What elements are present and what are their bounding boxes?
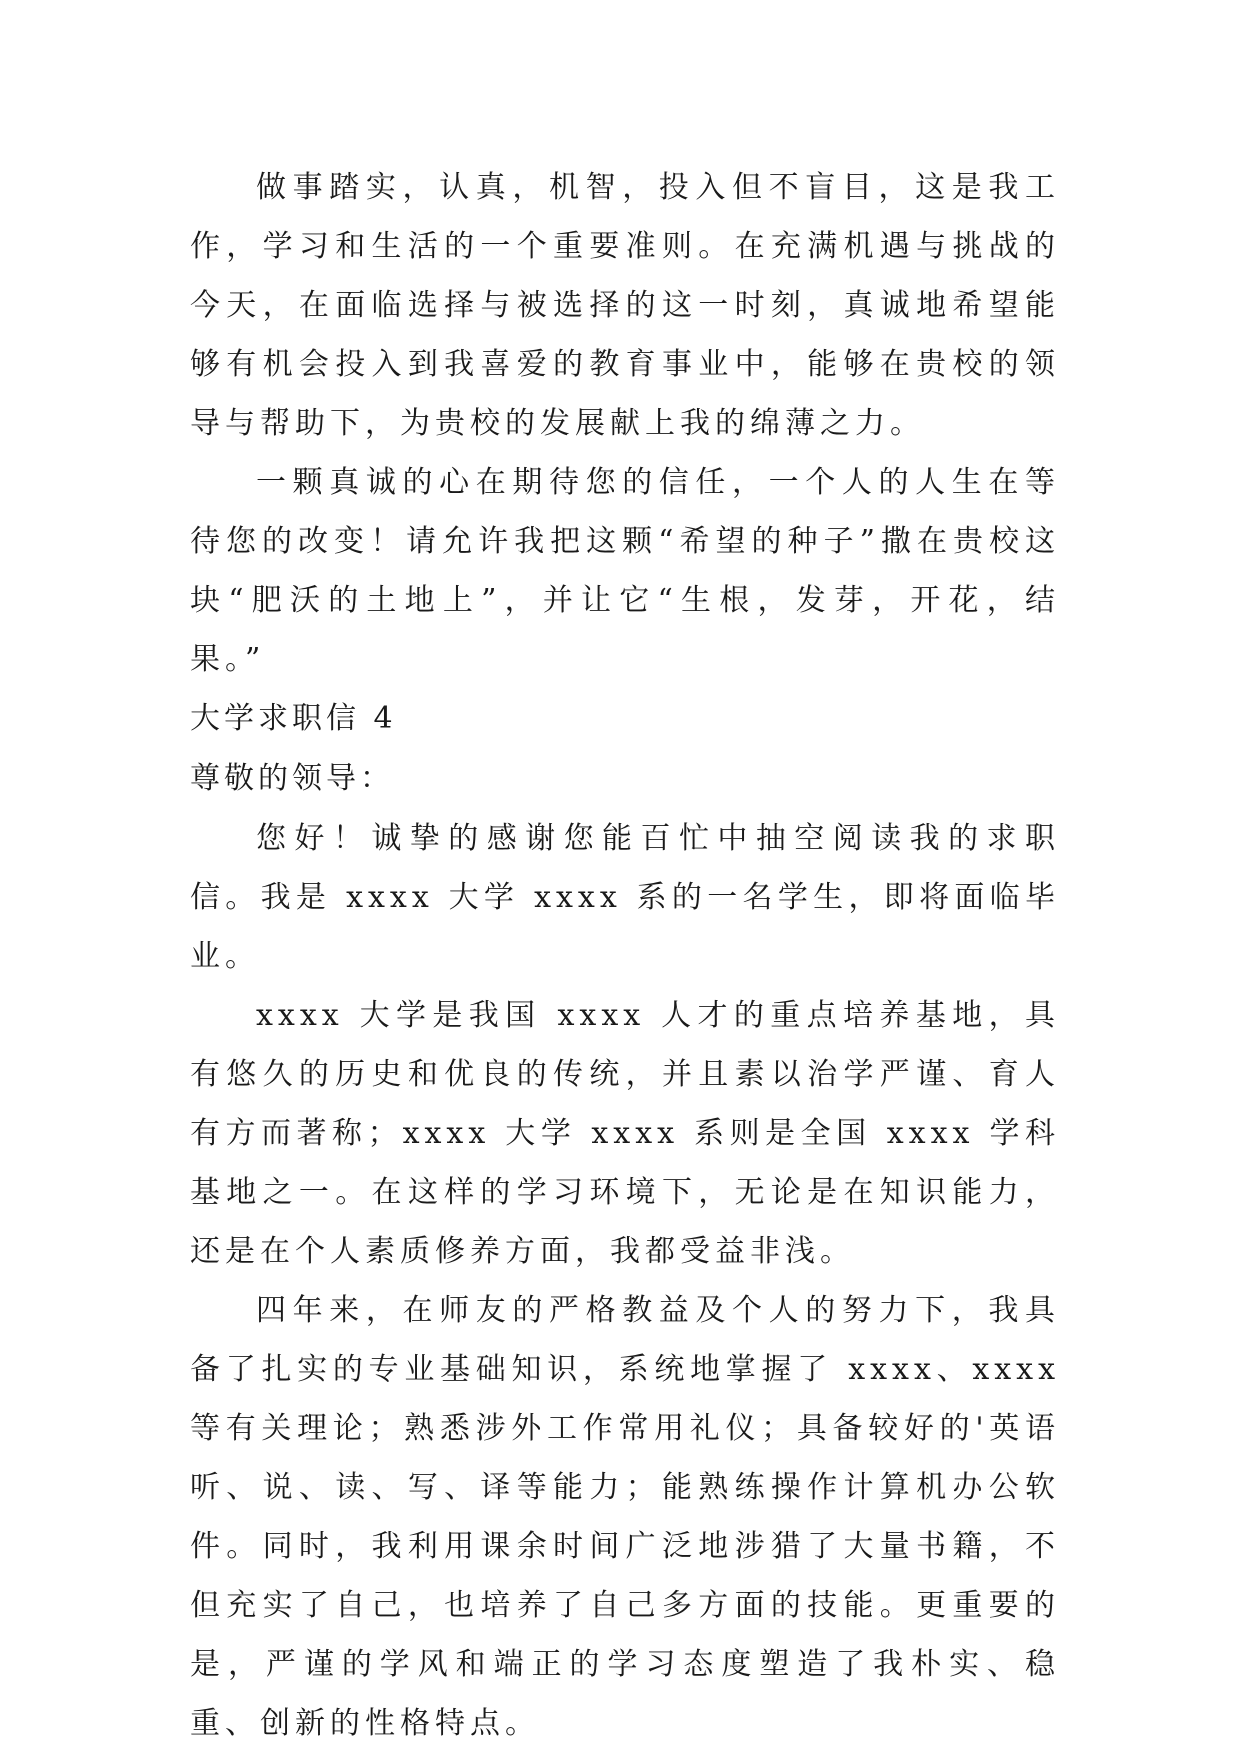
section-heading: 大学求职信 4 (190, 701, 397, 736)
paragraph-greeting: 您好！诚挚的感谢您能百忙中抽空阅读我的求职信。我是 xxxx 大学 xxxx 系的一名学生，即将面临毕业。 (190, 821, 1060, 974)
paragraph-sincere-heart: 一颗真诚的心在期待您的信任，一个人的人生在等待您的改变！请允许我把这颗“希望的种子”撒在贵校这块“肥沃的土地上”，并让它“生根，发芽，开花，结果。” (190, 465, 1060, 677)
document-body (190, 158, 1060, 1753)
paragraph-four-years: 四年来，在师友的严格教益及个人的努力下，我具备了扎实的专业基础知识，系统地掌握了 xxxx、xxxx 等有关理论；熟悉涉外工作常用礼仪；具备较好的'英语听、说、读、写、译等能力；能熟练操作计算机办公软件。同时，我利用课余时间广泛地涉猎了大量书籍，不但充实了自己，也培养了自己多方面的技能。更重要的是，严谨的学风和端正的学习态度塑造了我朴实、稳重、创新的性格特点。 (190, 1293, 1060, 1741)
paragraph-university-intro: xxxx 大学是我国 xxxx 人才的重点培养基地，具有悠久的历史和优良的传统，并且素以治学严谨、育人有方而著称；xxxx 大学 xxxx 系则是全国 xxxx 学科基地之一。在这样的学习环境下，无论是在知识能力，还是在个人素质修养方面，我都受益非浅。 (190, 998, 1060, 1269)
salutation: 尊敬的领导： (190, 761, 394, 796)
paragraph-work-principle: 做事踏实，认真，机智，投入但不盲目，这是我工作，学习和生活的一个重要准则。在充满机遇与挑战的今天，在面临选择与被选择的这一时刻，真诚地希望能够有机会投入到我喜爱的教育事业中，能够在贵校的领导与帮助下，为贵校的发展献上我的绵薄之力。 (190, 170, 1060, 441)
